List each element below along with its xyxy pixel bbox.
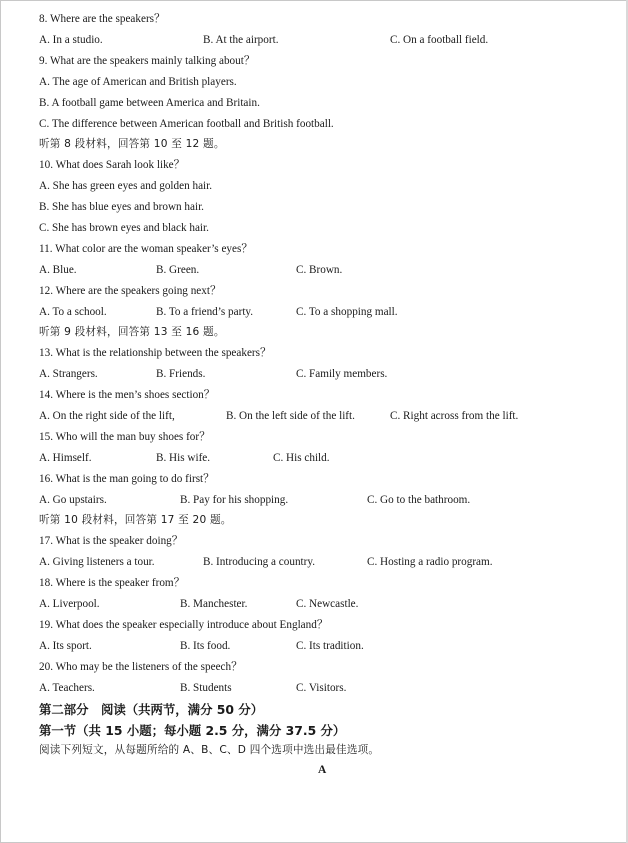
q14-option-c: C. Right across from the lift. — [390, 410, 519, 422]
q19-option-c: C. Its tradition. — [296, 640, 364, 652]
q18-option-a: A. Liverpool. — [39, 598, 100, 610]
q11-option-c: C. Brown. — [296, 264, 343, 276]
question-15: 15. Who will the man buy shoes for？ — [39, 431, 211, 443]
q15-option-b: B. His wife. — [156, 452, 211, 464]
q15-option-c: C. His child. — [273, 452, 330, 464]
q18-option-c: C. Newcastle. — [296, 598, 359, 610]
instruction-part-8: 听第 8 段材料，回答第 10 至 12 题。 — [39, 138, 225, 150]
question-8: 8. Where are the speakers？ — [39, 13, 166, 25]
q8-option-a: A. In a studio. — [39, 34, 103, 46]
q19-option-a: A. Its sport. — [39, 640, 92, 652]
q11-option-b: B. Green. — [156, 264, 200, 276]
q13-option-c: C. Family members. — [296, 368, 388, 380]
question-20: 20. Who may be the listeners of the speech？ — [39, 661, 243, 673]
question-16: 16. What is the man going to do first？ — [39, 473, 215, 485]
q10-option-a: A. She has green eyes and golden hair. — [39, 180, 213, 192]
q8-option-b: B. At the airport. — [203, 34, 279, 46]
q17-option-b: B. Introducing a country. — [203, 556, 316, 568]
question-9: 9. What are the speakers mainly talking about？ — [39, 55, 256, 67]
question-13: 13. What is the relationship between the speakers？ — [39, 347, 272, 359]
instruction-part-10: 听第 10 段材料，回答第 17 至 20 题。 — [39, 514, 232, 526]
q8-option-c: C. On a football field. — [390, 34, 489, 46]
q9-option-c: C. The difference between American football and British football. — [39, 118, 334, 130]
q20-option-c: C. Visitors. — [296, 682, 347, 694]
question-12: 12. Where are the speakers going next？ — [39, 285, 222, 297]
question-17: 17. What is the speaker doing？ — [39, 535, 183, 547]
q12-option-c: C. To a shopping mall. — [296, 306, 398, 318]
q17-option-a: A. Giving listeners a tour. — [39, 556, 155, 568]
q10-option-c: C. She has brown eyes and black hair. — [39, 222, 209, 234]
q14-option-a: A. On the right side of the lift, — [39, 410, 175, 422]
q9-option-a: A. The age of American and British players. — [39, 76, 237, 88]
q18-option-b: B. Manchester. — [180, 598, 248, 610]
passage-label: A — [318, 764, 327, 776]
q14-option-b: B. On the left side of the lift. — [226, 410, 355, 422]
q16-option-a: A. Go upstairs. — [39, 494, 107, 506]
q9-option-b: B. A football game between America and Britain. — [39, 97, 260, 109]
q12-option-b: B. To a friend’s party. — [156, 306, 254, 318]
q17-option-c: C. Hosting a radio program. — [367, 556, 493, 568]
q16-option-c: C. Go to the bathroom. — [367, 494, 471, 506]
q19-option-b: B. Its food. — [180, 640, 231, 652]
q12-option-a: A. To a school. — [39, 306, 107, 318]
q20-option-b: B. Students — [180, 682, 232, 694]
question-11: 11. What color are the woman speaker’s eyes？ — [39, 243, 253, 255]
q15-option-a: A. Himself. — [39, 452, 92, 464]
q20-option-a: A. Teachers. — [39, 682, 95, 694]
question-10: 10. What does Sarah look like？ — [39, 159, 185, 171]
q13-option-a: A. Strangers. — [39, 368, 98, 380]
instruction-part-9: 听第 9 段材料，回答第 13 至 16 题。 — [39, 326, 225, 338]
question-14: 14. Where is the men’s shoes section？ — [39, 389, 215, 401]
q13-option-b: B. Friends. — [156, 368, 206, 380]
reading-directions: 阅读下列短文，从每题所给的 A、B、C、D 四个选项中选出最佳选项。 — [39, 744, 380, 756]
section-one-title: 第一节（共 15 小题；每小题 2.5 分，满分 37.5 分） — [39, 723, 346, 738]
q11-option-a: A. Blue. — [39, 264, 77, 276]
question-19: 19. What does the speaker especially introduce about England？ — [39, 619, 329, 631]
q10-option-b: B. She has blue eyes and brown hair. — [39, 201, 204, 213]
q16-option-b: B. Pay for his shopping. — [180, 494, 289, 506]
part-two-title: 第二部分 阅读（共两节，满分 50 分） — [39, 702, 264, 717]
question-18: 18. Where is the speaker from？ — [39, 577, 185, 589]
